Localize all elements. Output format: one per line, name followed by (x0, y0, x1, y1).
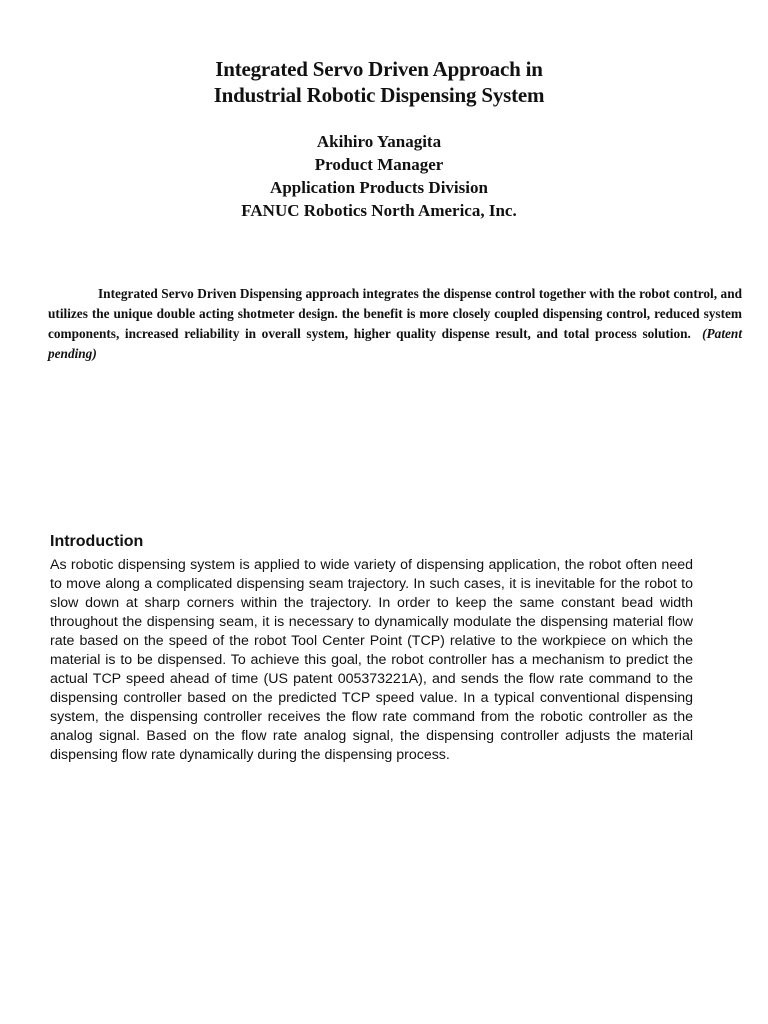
author-position: Product Manager (314, 155, 444, 174)
paper-title (0, 56, 768, 108)
author-company: FANUC Robotics North America, Inc. (241, 201, 517, 220)
introduction-paragraph: As robotic dispensing system is applied to wide variety of dispensing application, the robot often need to move along a complicated dispensing seam trajectory. In such cases, it is inevitable for the robot to slow down at sharp corners within the trajectory. In order to keep the same constant bead width throughout the dispensing seam, it is necessary to dynamically modulate the dispensing material flow rate based on the speed of the robot Tool Center Point (TCP) relative to the workpiece on which the material is to be dispensed. To achieve this goal, the robot controller has a mechanism to predict the actual TCP speed ahead of time (US patent 005373221A), and sends the flow rate command to the dispensing controller based on the predicted TCP speed value. In a typical conventional dispensing system, the dispensing controller receives the flow rate command from the robotic controller as the analog signal. Based on the flow rate analog signal, the dispensing controller adjusts the material dispensing flow rate dynamically during the dispensing process. (50, 557, 693, 763)
author-block (0, 130, 768, 222)
title-line-1: Integrated Servo Driven Approach in (215, 57, 543, 81)
section-heading-introduction: Introduction (50, 533, 144, 550)
author-name: Akihiro Yanagita (316, 132, 442, 151)
patent-note: (Patent pending) (48, 326, 743, 361)
title-line-2: Industrial Robotic Dispensing System (213, 83, 545, 107)
abstract-paragraph (48, 284, 742, 364)
author-division: Application Products Division (270, 178, 488, 197)
abstract-text: Integrated Servo Driven Dispensing approach integrates the dispense control together with the robot control, and utilizes the unique double acting shotmeter design. the benefit is more closely coupled dispensing control, reduced system components, increased reliability in overall system, higher quality dispense result, and total process solution. (48, 286, 742, 341)
